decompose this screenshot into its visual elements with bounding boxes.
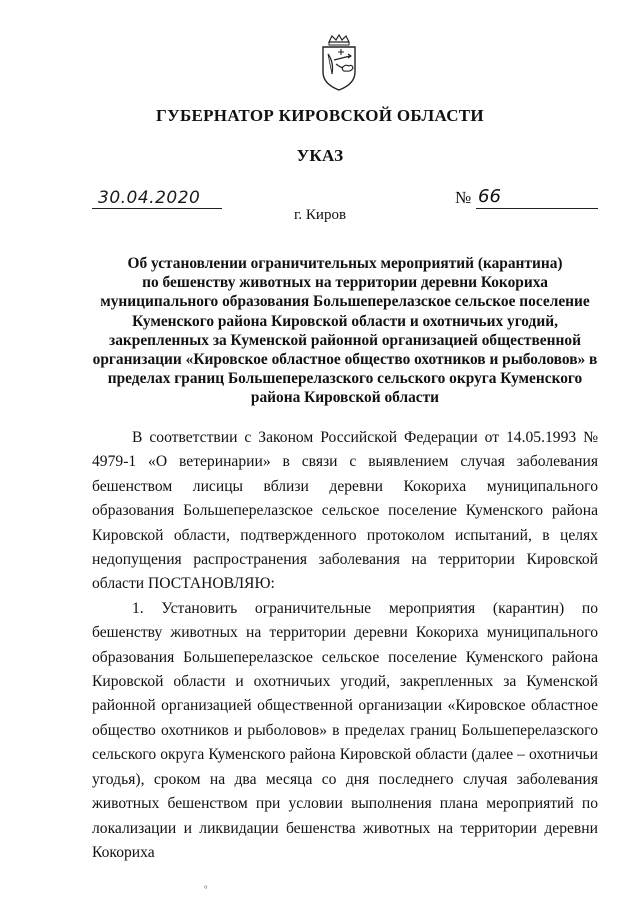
page-mark: ° xyxy=(204,884,208,894)
title-line: Куменского района Кировской области и охотничьих угодий, xyxy=(132,312,558,330)
coat-of-arms-icon xyxy=(318,34,360,92)
decree-title xyxy=(92,254,598,408)
title-line: закрепленных за Куменской районной организацией общественной xyxy=(109,331,581,349)
document-type-heading: УКАЗ xyxy=(296,146,344,165)
decree-body xyxy=(92,426,598,865)
decree-date: 30.04.2020 xyxy=(98,188,201,208)
preamble-paragraph: В соответствии с Законом Российской Федерации от 14.05.1993 № 4979-1 «О ветеринарии» в связи с выявлением случая заболевания бешенством лисицы вблизи деревни Кокориха муниципального образования Большеперелазское сельское поселение Куменского района Кировской области, подтвержденного протоколом испытаний, в целях недопущения распространения заболевания на территории Кировской области ПОСТАНОВЛЯЮ: xyxy=(92,429,598,593)
title-line: организации «Кировское областное общество охотников и рыболовов» в xyxy=(92,351,598,369)
decree-number: 66 xyxy=(478,186,501,207)
title-line: по бешенству животных на территории деревни Кокориха xyxy=(142,274,548,292)
title-line: Об установлении ограничительных мероприятий (карантина) xyxy=(127,255,563,272)
title-line: района Кировской области xyxy=(250,389,440,407)
number-label: № xyxy=(455,188,472,207)
clause-1-paragraph: 1. Установить ограничительные мероприятия (карантин) по бешенству животных на территории деревни Кокориха муниципального образования Большеперелазское сельское поселение Куменского района Кировской области и охотничьих угодий, закрепленных за Куменской районной организацией общественной организации «Кировское областное общество охотников и рыболовов» в пределах границ Большеперелазского сельского округа Куменского района Кировской области (далее – охотничьи угодья), сроком на два месяца со дня последнего случая заболевания животных бешенством при условии выполнения плана мероприятий по локализации и ликвидации бешенства животных на территории деревни Кокориха xyxy=(92,599,598,861)
issue-city: г. Киров xyxy=(293,207,347,223)
title-line: муниципального образования Большеперелазское сельское поселение xyxy=(100,293,590,311)
title-line: пределах границ Большеперелазского сельского округа Куменского xyxy=(107,370,583,388)
authority-heading: ГУБЕРНАТОР КИРОВСКОЙ ОБЛАСТИ xyxy=(156,106,484,125)
